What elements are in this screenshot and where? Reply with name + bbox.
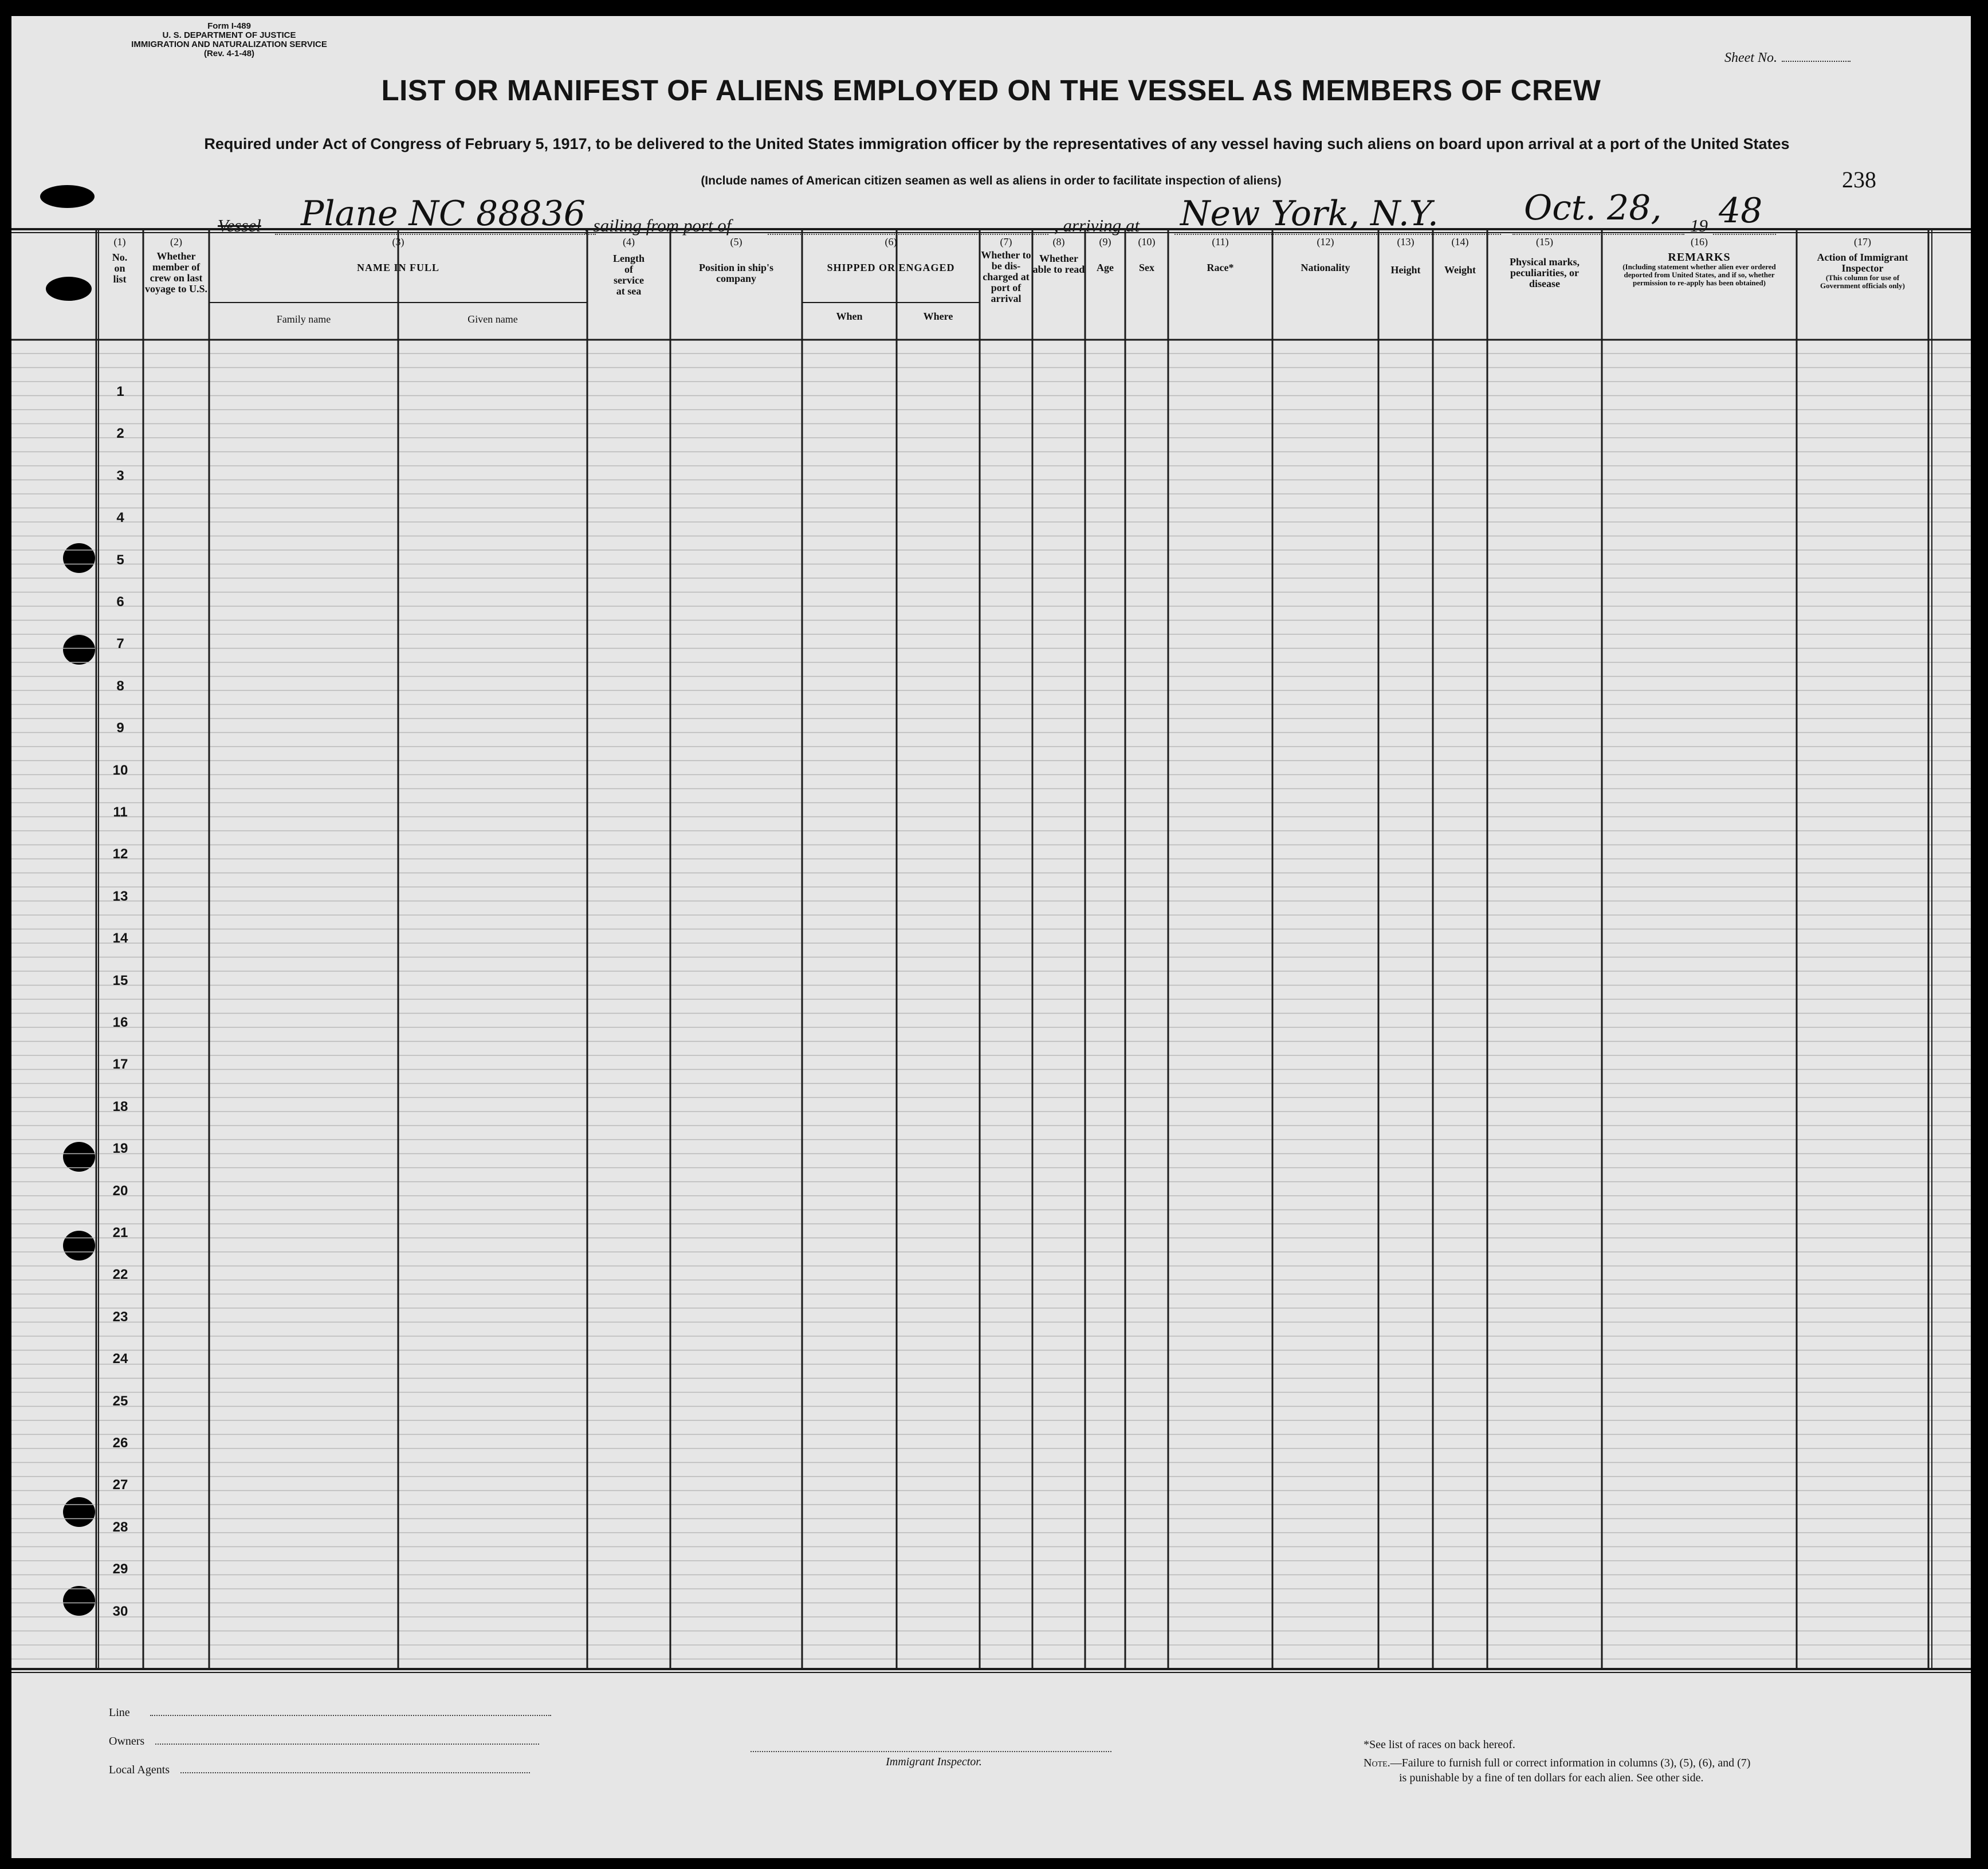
page-subtitle: Required under Act of Congress of February 5, 1917, to be delivered to the United States immigration officer by the representatives of any vessel having such aliens on board upon arrival at a port of the United States — [204, 135, 1790, 152]
col14-number: (14) — [1451, 236, 1469, 248]
inspector-label: Immigrant Inspector. — [886, 1756, 982, 1768]
col1-number: (1) — [113, 236, 126, 248]
row-number: 12 — [112, 846, 128, 862]
revision-date: (Rev. 4-1-48) — [203, 49, 255, 58]
row-number: 22 — [112, 1267, 128, 1283]
row-number: 21 — [112, 1225, 128, 1240]
row-number: 30 — [112, 1603, 128, 1619]
sheet-number-label: Sheet No. — [1724, 50, 1777, 65]
note-text-2: is punishable by a fine of ten dollars for each alien. See other side. — [1399, 1772, 1704, 1784]
row-number: 9 — [116, 720, 124, 736]
local-agents-label: Local Agents — [109, 1764, 170, 1776]
col5-number: (5) — [730, 236, 742, 248]
col11-label: Race* — [1207, 262, 1234, 273]
col13-label: Height — [1390, 264, 1421, 276]
col6-number: (6) — [885, 236, 897, 248]
col4-number: (4) — [623, 236, 635, 248]
page-subnote: (Include names of American citizen seamen as well as aliens in order to facilitate inspection of aliens) — [701, 174, 1282, 187]
service-name: IMMIGRATION AND NATURALIZATION SERVICE — [131, 40, 327, 49]
footer-line — [109, 1706, 551, 1719]
penalty-note — [1364, 1756, 1936, 1785]
row-number: 8 — [116, 678, 124, 694]
row-number: 18 — [112, 1098, 128, 1114]
col1-label: No. on list — [112, 252, 128, 285]
col8-label: Whether able to read — [1032, 253, 1085, 275]
row-number: 17 — [112, 1057, 128, 1073]
row-number: 29 — [112, 1561, 128, 1577]
page-title: LIST OR MANIFEST OF ALIENS EMPLOYED ON THE VESSEL AS MEMBERS OF CREW — [381, 74, 1601, 107]
row-number: 24 — [112, 1351, 128, 1367]
row-number: 28 — [112, 1519, 128, 1535]
col12-label: Nationality — [1301, 262, 1350, 273]
row-number: 23 — [112, 1309, 128, 1325]
row-number: 6 — [116, 594, 124, 610]
col14-label: Weight — [1444, 264, 1476, 276]
col16-label: REMARKS — [1668, 251, 1731, 264]
note-text: —Failure to furnish full or correct information in columns (3), (5), (6), and (7) — [1390, 1757, 1751, 1769]
col3-given-name: Given name — [467, 313, 518, 325]
row-number: 27 — [112, 1477, 128, 1493]
note-label: Note. — [1364, 1757, 1390, 1769]
manifest-sheet — [11, 16, 1971, 1858]
line-label: Line — [109, 1706, 130, 1719]
row-number: 1 — [116, 384, 124, 399]
arrival-port: New York, N.Y. — [1180, 194, 1439, 234]
vessel-name: Plane NC 88836 — [301, 194, 586, 234]
vessel-label: Vessel — [218, 215, 261, 235]
col6-when: When — [836, 311, 863, 322]
department-name: U. S. DEPARTMENT OF JUSTICE — [162, 30, 296, 40]
footer-local-agents — [109, 1764, 530, 1777]
col9-number: (9) — [1099, 236, 1111, 248]
col5-label: Position in ship's company — [698, 262, 774, 284]
col2-label: Whether member of crew on last voyage to U.S. — [145, 250, 207, 295]
arriving-label: , arriving at — [1054, 215, 1140, 235]
col8-number: (8) — [1052, 236, 1065, 248]
row-number: 13 — [112, 888, 128, 904]
col10-label: Sex — [1139, 262, 1154, 273]
inspector-signature — [751, 1751, 1117, 1769]
row-number: 20 — [112, 1183, 128, 1199]
col2-number: (2) — [170, 236, 182, 248]
col16-note: (Including statement whether alien ever ordered deported from United States, and if so, whether permission to re-apply has been obtained) — [1622, 262, 1776, 287]
col6-where: Where — [923, 311, 953, 322]
col7-label: Whether to be dis-charged at port of arrival — [981, 249, 1031, 304]
col17-note: (This column for use of Government officials only) — [1820, 273, 1906, 290]
col11-number: (11) — [1212, 236, 1229, 248]
row-number: 3 — [116, 468, 124, 484]
col3-number: (3) — [392, 236, 404, 248]
row-number: 4 — [116, 510, 124, 526]
row-number: 14 — [112, 930, 128, 947]
col17-number: (17) — [1854, 236, 1871, 248]
col9-label: Age — [1097, 262, 1114, 273]
row-number: 2 — [116, 426, 124, 442]
footer-owners — [109, 1735, 539, 1748]
col13-number: (13) — [1397, 236, 1415, 248]
sailing-label: , sailing from port of — [584, 215, 732, 235]
stamped-page-number: 238 — [1842, 167, 1876, 193]
col4-label: Length of service at sea — [612, 253, 645, 297]
row-number: 10 — [112, 762, 128, 778]
row-number: 7 — [116, 636, 124, 652]
owners-label: Owners — [109, 1735, 145, 1748]
year-prefix: 19 — [1690, 215, 1708, 235]
col15-number: (15) — [1536, 236, 1553, 248]
races-note: *See list of races on back hereof. — [1364, 1738, 1515, 1751]
row-number: 26 — [112, 1435, 128, 1451]
col3-label: NAME IN FULL — [356, 262, 439, 273]
col16-number: (16) — [1691, 236, 1708, 248]
col10-number: (10) — [1138, 236, 1156, 248]
row-number: 16 — [112, 1015, 128, 1030]
col15-label: Physical marks, peculiarities, or disease — [1509, 256, 1580, 289]
form-number: Form I-489 — [207, 21, 251, 31]
col12-number: (12) — [1317, 236, 1334, 248]
col7-number: (7) — [1000, 236, 1012, 248]
row-number: 25 — [112, 1393, 128, 1409]
row-number: 19 — [112, 1141, 128, 1157]
col17-label: Action of Immigrant Inspector — [1817, 252, 1908, 274]
col6-label: SHIPPED OR ENGAGED — [827, 262, 955, 273]
col3-family-name: Family name — [276, 313, 331, 325]
arrival-date: Oct. 28, — [1524, 188, 1662, 228]
arrival-year: 48 — [1719, 191, 1763, 231]
row-number: 15 — [112, 972, 128, 988]
row-number: 11 — [113, 804, 128, 820]
row-number: 5 — [116, 552, 124, 568]
